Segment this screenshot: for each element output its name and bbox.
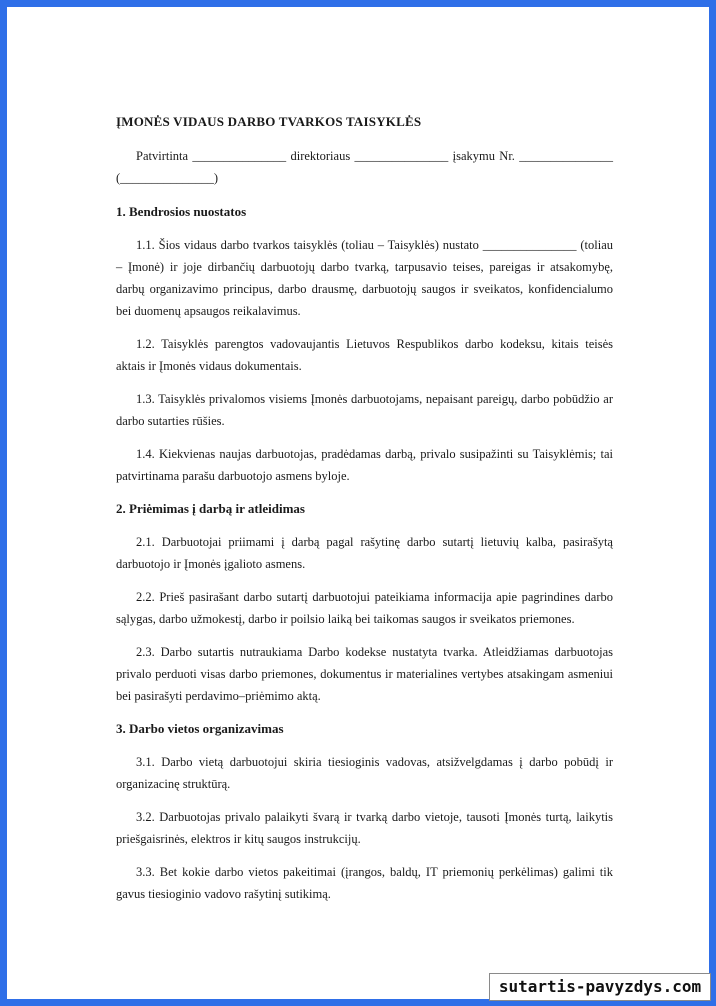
paragraph: 3.2. Darbuotojas privalo palaikyti švarą ir tvarką darbo vietoje, tausoti Įmonės turtą, laikytis priešgaisrinės, elektros ir kitų saugos instrukcijų. — [116, 810, 613, 846]
section-workplace — [116, 718, 613, 905]
paragraph: 1.1. Šios vidaus darbo tvarkos taisyklės (toliau – Taisyklės) nustato _______________ (toliau – Įmonė) ir joje dirbančių darbuotojų darbo tvarką, tarpusavio teises, pareigas ir atsakomybę, darbų organizavimo principus, darbo drausmę, darbuotojų saugos ir sveikatos, konfidencialumo bei duomenų apsaugos reikalavimus. — [116, 238, 613, 318]
paragraph: 2.2. Prieš pasirašant darbo sutartį darbuotojui pateikiama informacija apie pagrindines darbo sąlygas, darbo užmokestį, darbo ir poilsio laiką bei taikomas saugos ir sveikatos priemones. — [116, 590, 613, 626]
section-title: 3. Darbo vietos organizavimas — [116, 721, 284, 736]
paragraph: 1.2. Taisyklės parengtos vadovaujantis Lietuvos Respublikos darbo kodeksu, kitais teisės aktais ir Įmonės vidaus dokumentais. — [116, 337, 613, 373]
document-page — [116, 111, 613, 916]
section-hiring — [116, 498, 613, 707]
paragraph: 1.3. Taisyklės privalomos visiems Įmonės darbuotojams, nepaisant pareigų, darbo pobūdžio ar darbo sutarties rūšies. — [116, 392, 613, 428]
document-title: ĮMONĖS VIDAUS DARBO TVARKOS TAISYKLĖS — [116, 114, 422, 129]
paragraph: 2.1. Darbuotojai priimami į darbą pagal rašytinę darbo sutartį lietuvių kalba, pasirašytą darbuotojo ir Įmonės įgalioto asmens. — [116, 535, 613, 571]
paragraph: 3.1. Darbo vietą darbuotojui skiria tiesioginis vadovas, atsižvelgdamas į darbo pobūdį ir organizacinę struktūrą. — [116, 755, 613, 791]
section-title: 1. Bendrosios nuostatos — [116, 204, 247, 219]
paragraph: 1.4. Kiekvienas naujas darbuotojas, pradėdamas darbą, privalo susipažinti su Taisyklėmis; tai patvirtinama parašu darbuotojo asmens byloje. — [116, 447, 613, 483]
section-general — [116, 201, 613, 487]
watermark-link[interactable]: sutartis-pavyzdys.com — [489, 973, 711, 1001]
paragraph: 2.3. Darbo sutartis nutraukiama Darbo kodekse nustatyta tvarka. Atleidžiamas darbuotojas privalo perduoti visas darbo priemones, dokumentus ir materialines vertybes atsakingam asmeniui bei pasirašyti perdavimo–priėmimo aktą. — [116, 645, 613, 703]
section-title: 2. Priėmimas į darbą ir atleidimas — [116, 501, 305, 516]
paragraph: 3.3. Bet kokie darbo vietos pakeitimai (įrangos, baldų, IT priemonių perkėlimas) galimi tik gavus tiesioginio vadovo rašytinį sutikimą. — [116, 865, 613, 901]
approval-line: Patvirtinta _______________ direktoriaus _______________ įsakymu Nr. _______________ (_______________) — [116, 149, 613, 185]
